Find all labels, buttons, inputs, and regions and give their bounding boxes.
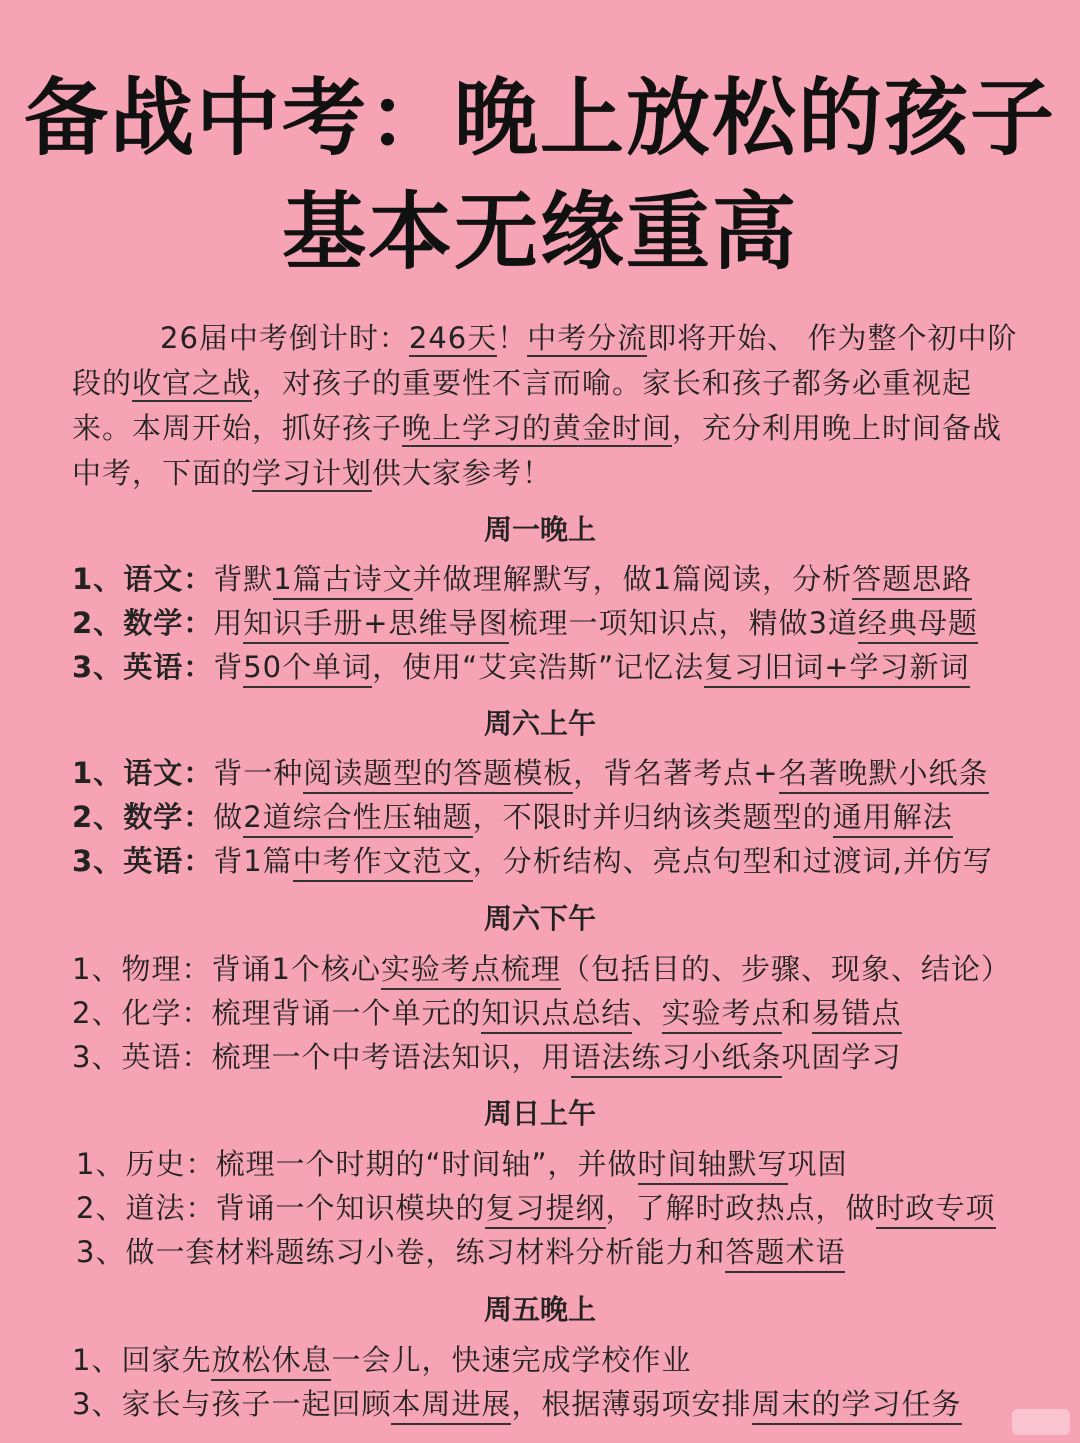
plan-line: 3、做一套材料题练习小卷，练习材料分析能力和答题术语: [76, 1235, 1036, 1270]
plan-line: 2、化学：梳理背诵一个单元的知识点总结、实验考点和易错点: [72, 996, 1032, 1031]
plan-line: 2、数学：用知识手册+思维导图梳理一项知识点，精做3道经典母题: [72, 606, 1032, 641]
section-title: 周六下午: [483, 902, 596, 935]
plan-line: 1、历史：梳理一个时期的“时间轴”，并做时间轴默写巩固: [76, 1147, 1036, 1182]
section-title: 周日上午: [483, 1097, 596, 1130]
section-title: 周一晚上: [483, 513, 596, 546]
plan-line: 2、道法：背诵一个知识模块的复习提纲，了解时政热点，做时政专项: [76, 1191, 1036, 1226]
plan-line: 3、家长与孩子一起回顾本周进展，根据薄弱项安排周末的学习任务: [72, 1387, 1032, 1422]
section-title: 周六上午: [483, 707, 596, 740]
page-title-line2: 基本无缘重高: [281, 183, 798, 281]
page-title-line1: 备战中考：晚上放松的孩子: [23, 69, 1056, 167]
plan-line: 1、回家先放松休息一会儿，快速完成学校作业: [72, 1343, 1032, 1378]
plan-line: 1、语文：背一种阅读题型的答题模板，背名著考点+名著晚默小纸条: [72, 756, 1032, 791]
intro-paragraph: 26届中考倒计时：246天！中考分流即将开始、 作为整个初中阶段的收官之战，对孩子的重要性不言而喻。家长和孩子都务必重视起来。本周开始，抓好孩子晚上学习的黄金时间，充分利用晚上时间备战中考，下面的学习计划供大家参考！: [72, 321, 1018, 490]
plan-line: 1、物理：背诵1个核心实验考点梳理（包括目的、步骤、现象、结论）: [72, 952, 1032, 987]
section-title: 周五晚上: [483, 1293, 596, 1326]
plan-line: 3、英语：梳理一个中考语法知识，用语法练习小纸条巩固学习: [72, 1040, 1032, 1075]
plan-line: 2、数学：做2道综合性压轴题，不限时并归纳该类题型的通用解法: [72, 800, 1032, 835]
plan-line: 3、英语：背50个单词，使用“艾宾浩斯”记忆法复习旧词+学习新词: [72, 650, 1032, 685]
plan-line: 3、英语：背1篇中考作文范文，分析结构、亮点句型和过渡词,并仿写: [72, 844, 1032, 879]
plan-line: 1、语文：背默1篇古诗文并做理解默写，做1篇阅读，分析答题思路: [72, 562, 1032, 597]
watermark-logo: [1012, 1409, 1070, 1435]
